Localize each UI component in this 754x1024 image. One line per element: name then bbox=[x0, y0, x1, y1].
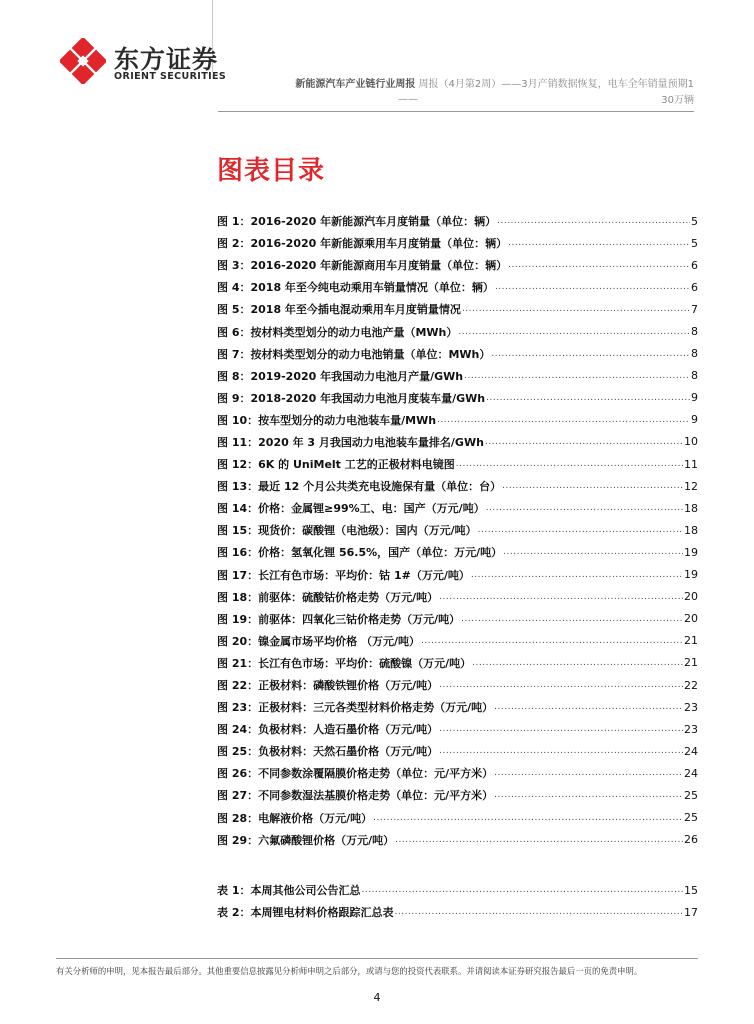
toc-entry[interactable] bbox=[217, 674, 698, 696]
toc-entry-label: 图 3：2016-2020 年新能源商用车月度销量（单位：辆） bbox=[217, 259, 508, 273]
toc-entry-label: 图 5：2018 年至今插电混动乘用车月度销量情况 bbox=[217, 303, 461, 317]
toc-leader-dots bbox=[439, 724, 683, 734]
toc-leader-dots bbox=[458, 327, 690, 337]
toc-entry-page: 8 bbox=[691, 325, 698, 339]
logo-mark-icon bbox=[60, 38, 106, 84]
toc-entry-page: 19 bbox=[684, 545, 698, 559]
toc-leader-dots bbox=[464, 371, 690, 381]
toc-entry-label: 图 24：负极材料：人造石墨价格（万元/吨） bbox=[217, 723, 439, 737]
toc-entry-label: 图 1：2016-2020 年新能源汽车月度销量（单位：辆） bbox=[217, 215, 497, 229]
toc-leader-dots bbox=[439, 592, 683, 602]
header-dash: —— bbox=[398, 94, 418, 105]
toc-entry[interactable] bbox=[217, 497, 698, 519]
toc-entry-page: 24 bbox=[684, 766, 698, 780]
toc-entry-label: 图 14：价格：金属锂≥99%工、电：国产（万元/吨） bbox=[217, 502, 485, 516]
toc-entry-page: 24 bbox=[684, 744, 698, 758]
toc-entry[interactable] bbox=[217, 784, 698, 806]
toc-entry[interactable] bbox=[217, 431, 698, 453]
report-subtitle-continued: 30万辆 bbox=[661, 95, 694, 106]
toc-entry[interactable] bbox=[217, 630, 698, 652]
toc-entry[interactable] bbox=[217, 696, 698, 718]
toc-entry-label: 表 2：本周锂电材料价格跟踪汇总表 bbox=[217, 906, 394, 920]
toc-entry[interactable] bbox=[217, 586, 698, 608]
toc-entry[interactable] bbox=[217, 762, 698, 784]
toc-entry-label: 图 18：前驱体：硫酸钴价格走势（万元/吨） bbox=[217, 590, 439, 604]
toc-entry[interactable] bbox=[217, 365, 698, 387]
toc-entry-page: 26 bbox=[684, 833, 698, 847]
toc-entry[interactable] bbox=[217, 519, 698, 541]
toc-entry-page: 18 bbox=[684, 501, 698, 515]
toc-entry-page: 5 bbox=[691, 214, 698, 228]
toc-entry-label: 图 29：六氟磷酸锂价格（万元/吨） bbox=[217, 833, 395, 847]
toc-leader-dots bbox=[421, 636, 683, 646]
toc-entry[interactable] bbox=[217, 829, 698, 851]
toc-entry-page: 25 bbox=[684, 811, 698, 825]
toc-entry[interactable] bbox=[217, 475, 698, 497]
toc-entry[interactable] bbox=[217, 652, 698, 674]
toc-entry-label: 图 27：不同参数湿法基膜价格走势（单位：元/平方米） bbox=[217, 789, 494, 803]
toc-entry-label: 图 10：按车型划分的动力电池装车量/MWh bbox=[217, 413, 437, 427]
toc-entry[interactable] bbox=[217, 901, 698, 923]
toc-entry-page: 9 bbox=[691, 413, 698, 427]
report-period: 周报（4月第2周） bbox=[418, 79, 502, 90]
toc-entry-page: 6 bbox=[691, 258, 698, 272]
toc-entry-label: 图 23：正极材料：三元各类型材料价格走势（万元/吨） bbox=[217, 701, 494, 715]
toc-entry-page: 25 bbox=[684, 788, 698, 802]
toc-entry-page: 10 bbox=[684, 435, 698, 449]
toc-leader-dots bbox=[437, 415, 690, 425]
toc-leader-dots bbox=[486, 393, 690, 403]
header-rule bbox=[218, 111, 694, 112]
toc-title: 图表目录 bbox=[217, 156, 326, 186]
toc-leader-dots bbox=[439, 680, 683, 690]
toc-entry-page: 21 bbox=[684, 634, 698, 648]
toc-entry[interactable] bbox=[217, 232, 698, 254]
toc-entry[interactable] bbox=[217, 740, 698, 762]
toc-entry-label: 图 22：正极材料：磷酸铁锂价格（万元/吨） bbox=[217, 679, 439, 693]
toc-leader-dots bbox=[494, 768, 683, 778]
toc-entry-label: 图 16：价格：氢氧化锂 56.5%，国产（单位：万元/吨） bbox=[217, 546, 503, 560]
toc-entry-page: 20 bbox=[684, 590, 698, 604]
toc-entry[interactable] bbox=[217, 276, 698, 298]
toc-entry-label: 图 19：前驱体：四氧化三钴价格走势（万元/吨） bbox=[217, 612, 461, 626]
toc-entry-label: 图 25：负极材料：天然石墨价格（万元/吨） bbox=[217, 745, 439, 759]
toc-entry[interactable] bbox=[217, 210, 698, 232]
toc-entry-page: 9 bbox=[691, 391, 698, 405]
toc-entry-page: 23 bbox=[684, 722, 698, 736]
toc-leader-dots bbox=[461, 614, 683, 624]
toc-entry-label: 图 13：最近 12 个月公共类充电设施保有量（单位：台） bbox=[217, 480, 502, 494]
toc-leader-dots bbox=[502, 481, 683, 491]
toc-entry-label: 图 4：2018 年至今纯电动乘用车销量情况（单位：辆） bbox=[217, 281, 494, 295]
toc-entry-page: 17 bbox=[684, 905, 698, 919]
toc-entry-label: 图 7：按材料类型划分的动力电池销量（单位：MWh） bbox=[217, 347, 491, 361]
report-subtitle: ——3月产销数据恢复，电车全年销量预期1 bbox=[501, 79, 694, 90]
toc-entry-label: 图 2：2016-2020 年新能源乘用车月度销量（单位：辆） bbox=[217, 237, 508, 251]
toc-entry-page: 5 bbox=[691, 236, 698, 250]
toc-entry[interactable] bbox=[217, 320, 698, 342]
toc-leader-dots bbox=[486, 503, 683, 513]
logo-english-name: ORIENT SECURITIES bbox=[114, 71, 227, 82]
toc-leader-dots bbox=[462, 304, 690, 314]
toc-leader-dots bbox=[508, 260, 690, 270]
orient-securities-logo bbox=[60, 38, 227, 86]
toc-leader-dots bbox=[491, 349, 690, 359]
toc-entry-label: 图 11：2020 年 3 月我国动力电池装车量排名/GWh bbox=[217, 435, 484, 449]
toc-leader-dots bbox=[394, 907, 683, 917]
toc-entry-page: 23 bbox=[684, 700, 698, 714]
toc-entry-label: 图 26：不同参数涂覆隔膜价格走势（单位：元/平方米） bbox=[217, 767, 494, 781]
toc-entry-label: 图 15：现货价：碳酸锂（电池级）：国内（万元/吨） bbox=[217, 524, 477, 538]
report-series: 新能源汽车产业链行业周报 bbox=[295, 79, 416, 90]
toc-leader-dots bbox=[456, 459, 683, 469]
toc-entry[interactable] bbox=[217, 387, 698, 409]
toc-leader-dots bbox=[494, 790, 683, 800]
toc-entry-label: 图 6：按材料类型划分的动力电池产量（MWh） bbox=[217, 325, 458, 339]
toc-entry-page: 20 bbox=[684, 612, 698, 626]
toc-entry-page: 11 bbox=[684, 457, 698, 471]
toc-leader-dots bbox=[439, 746, 683, 756]
table-list bbox=[217, 879, 698, 923]
toc-leader-dots bbox=[478, 525, 683, 535]
report-header-title bbox=[260, 78, 694, 92]
toc-entry[interactable] bbox=[217, 254, 698, 276]
toc-leader-dots bbox=[373, 813, 683, 823]
toc-leader-dots bbox=[395, 835, 683, 845]
toc-entry[interactable] bbox=[217, 453, 698, 475]
page-number: 4 bbox=[373, 991, 381, 1004]
toc-entry-label: 图 12：6K 的 UniMelt 工艺的正极材料电镜图 bbox=[217, 458, 455, 472]
toc-entry-page: 19 bbox=[684, 568, 698, 582]
toc-entry-label: 表 1：本周其他公司公告汇总 bbox=[217, 884, 361, 898]
toc-entry[interactable] bbox=[217, 564, 698, 586]
toc-entry-page: 18 bbox=[684, 523, 698, 537]
toc-entry-page: 8 bbox=[691, 347, 698, 361]
toc-leader-dots bbox=[497, 216, 690, 226]
toc-entry[interactable] bbox=[217, 879, 698, 901]
toc-entry-page: 21 bbox=[684, 656, 698, 670]
toc-leader-dots bbox=[471, 570, 683, 580]
toc-leader-dots bbox=[495, 282, 690, 292]
toc-entry-label: 图 9：2018-2020 年我国动力电池月度装车量/GWh bbox=[217, 391, 486, 405]
toc-leader-dots bbox=[503, 547, 683, 557]
toc-entry-page: 8 bbox=[691, 369, 698, 383]
toc-entry-label: 图 8：2019-2020 年我国动力电池月产量/GWh bbox=[217, 369, 464, 383]
toc-entry[interactable] bbox=[217, 718, 698, 740]
toc-entry-page: 15 bbox=[684, 883, 698, 897]
toc-entry-page: 7 bbox=[691, 302, 698, 316]
toc-leader-dots bbox=[508, 238, 690, 248]
toc-entry[interactable] bbox=[217, 541, 698, 563]
logo-chinese-name: 东方证券 bbox=[114, 45, 219, 74]
toc-entry-page: 6 bbox=[691, 280, 698, 294]
toc-entry[interactable] bbox=[217, 343, 698, 365]
toc-leader-dots bbox=[494, 702, 683, 712]
toc-entry-page: 22 bbox=[684, 678, 698, 692]
toc-entry-label: 图 21：长江有色市场：平均价：硫酸镍（万元/吨） bbox=[217, 656, 472, 670]
toc-entry-label: 图 17：长江有色市场：平均价：钴 1#（万元/吨） bbox=[217, 568, 470, 582]
toc-entry[interactable] bbox=[217, 298, 698, 320]
footer-rule bbox=[56, 958, 698, 959]
toc-entry[interactable] bbox=[217, 807, 698, 829]
toc-entry-label: 图 28：电解液价格（万元/吨） bbox=[217, 811, 373, 825]
toc-leader-dots bbox=[361, 885, 683, 895]
toc-leader-dots bbox=[472, 658, 683, 668]
toc-entry-label: 图 20：镍金属市场平均价格 （万元/吨） bbox=[217, 634, 420, 648]
figure-list bbox=[217, 210, 698, 851]
toc-entry-page: 12 bbox=[684, 479, 698, 493]
toc-entry[interactable] bbox=[217, 409, 698, 431]
footer-disclaimer: 有关分析师的申明，见本报告最后部分。其他重要信息披露见分析师申明之后部分，或请与您的投资代表联系。并请阅读本证券研究报告最后一页的免责申明。 bbox=[56, 966, 643, 976]
toc-leader-dots bbox=[485, 437, 683, 447]
toc-entry[interactable] bbox=[217, 608, 698, 630]
